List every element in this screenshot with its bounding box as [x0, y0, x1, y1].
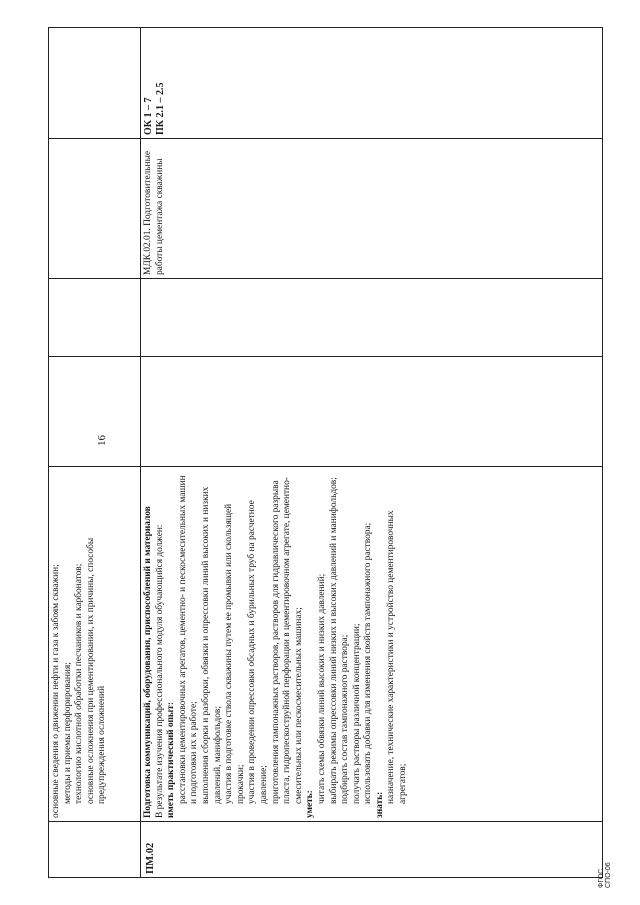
- experience-heading: иметь практический опыт:: [166, 702, 177, 818]
- module-code: ПМ.02: [141, 822, 603, 878]
- rotated-sheet: [48, 28, 603, 878]
- competency-ok: ОК 1 – 7: [143, 97, 154, 135]
- cell-code-empty: [49, 822, 141, 878]
- footer-code: ФГОС СПО-06: [598, 862, 612, 888]
- cell-empty: [49, 28, 141, 139]
- cell-module-content: [141, 467, 603, 822]
- skills-item: использовать добавки для изменения свойств тампонажного раствора;: [363, 522, 374, 804]
- skills-item: выбирать режимы опрессовки линий низких и высоких давлений и манифольдов;: [328, 477, 339, 804]
- experience-item: приготовления тампонажных растворов, растворов для гидравлического разрыва пласта, гидропескоструйной перфорации в цементировочном агрегате, цементно-смесительных или пескосмесительных машинах;: [270, 477, 304, 804]
- module-intro: В результате изучения профессионального модуля обучающийся должен:: [154, 524, 165, 818]
- table-row-pm02: [141, 28, 603, 878]
- cell-empty: [141, 279, 603, 357]
- knowledge-item: назначение, технические характеристики и устройство цементировочных агрегатов;: [386, 510, 409, 804]
- page-number: 16: [96, 435, 108, 446]
- content-line: технологию кислотной обработки песчаников и карбонатов;: [74, 563, 85, 804]
- skills-item: читать схемы обвязки линий высоких и низких давлений;: [316, 573, 327, 804]
- experience-item: выполнения сборки и разборки, обвязки и опрессовки линий высоких и низких давлений, манифольдов;: [200, 486, 223, 804]
- skills-item: подбирать состав тампонажного раствора;: [340, 634, 351, 804]
- cell-empty: [49, 279, 141, 357]
- knowledge-heading: знать:: [374, 791, 385, 818]
- experience-item: участия в проведении опрессовки обсадных и бурильных труб на расчетное давление;: [247, 500, 269, 804]
- cell-empty: [141, 357, 603, 467]
- cell-continued-content: [49, 467, 141, 822]
- experience-item: расстановки цементировочных агрегатов, цементно- и пескосмесительных машин и подготовки их к работе;: [177, 475, 200, 804]
- content-line: основные сведения о движении нефти и газа к забоям скважин;: [51, 564, 61, 818]
- competency-pk: ПК 2.1 – 2.5: [154, 82, 166, 135]
- content-line: методы и приемы перфорирования;: [62, 662, 73, 804]
- cell-mdk: МДК.02.01. Подготовительные работы цементажа скважины: [141, 139, 603, 279]
- module-title: Подготовка коммуникаций, оборудования, приспособлений и материалов: [143, 506, 153, 818]
- cell-competencies: [141, 28, 603, 139]
- curriculum-table: [48, 27, 603, 878]
- cell-empty: [49, 139, 141, 279]
- experience-item: участия в подготовке ствола скважины путем ее промывки или скользящей прокачки;: [224, 503, 246, 804]
- skills-heading: уметь:: [305, 790, 316, 818]
- cell-empty: [49, 357, 141, 467]
- table-row-continuation: [49, 28, 141, 878]
- content-line: основные осложнения при цементировании, их причины, способы предупреждения осложнений: [85, 537, 108, 804]
- skills-item: получать растворы различной концентрации;: [351, 623, 362, 804]
